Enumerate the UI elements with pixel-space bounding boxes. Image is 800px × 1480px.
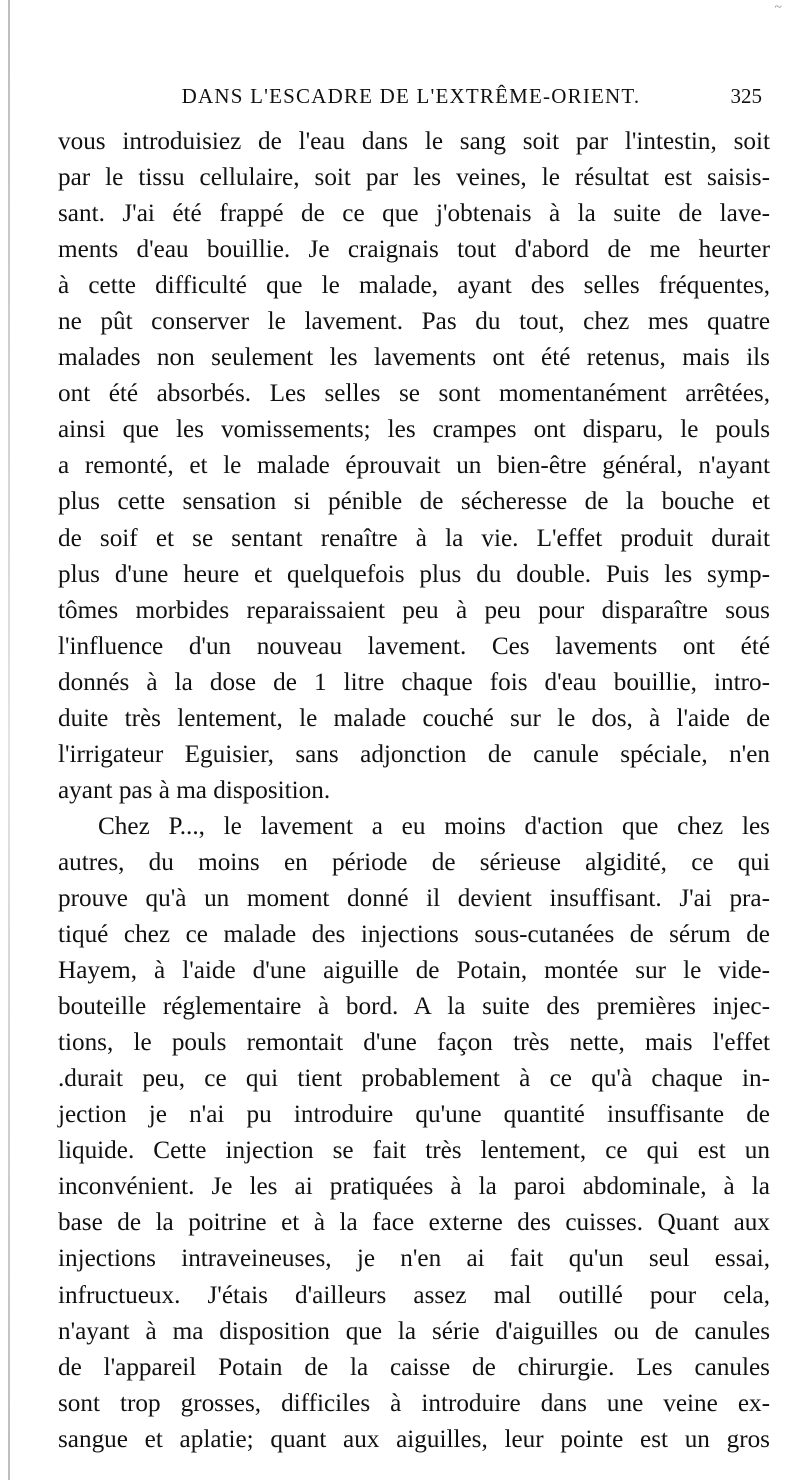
body-text bbox=[58, 124, 770, 1458]
text-line: sangue et aplatie; quant aux aiguilles, leur pointe est un gros bbox=[58, 1425, 770, 1453]
text-line: autres, du moins en période de sérieuse algidité, ce qui bbox=[58, 848, 770, 876]
running-head: DANS L'ESCADRE DE L'EXTRÊME-ORIENT. bbox=[181, 84, 641, 108]
text-line: ne pût conserver le lavement. Pas du tout, chez mes quatre bbox=[58, 308, 770, 336]
text-line: plus cette sensation si pénible de sécheresse de la bouche et bbox=[58, 488, 770, 516]
text-line: n'ayant à ma disposition que la série d'aiguilles ou de canules bbox=[58, 1317, 770, 1345]
text-line: bouteille réglementaire à bord. A la suite des premières injec- bbox=[58, 993, 770, 1021]
text-line: par le tissu cellulaire, soit par les veines, le résultat est saisis- bbox=[58, 164, 770, 192]
text-line: ont été absorbés. Les selles se sont momentanément arrêtées, bbox=[58, 380, 770, 408]
text-line: tômes morbides reparaissaient peu à peu pour disparaître sous bbox=[58, 596, 770, 624]
text-line: à cette difficulté que le malade, ayant des selles fréquentes, bbox=[58, 272, 770, 300]
page-number: 325 bbox=[730, 84, 762, 108]
text-line: inconvénient. Je les ai pratiquées à la paroi abdominale, à la bbox=[58, 1173, 770, 1201]
page-header bbox=[60, 78, 762, 112]
text-line: injections intraveineuses, je n'en ai fait qu'un seul essai, bbox=[58, 1245, 770, 1273]
text-line: de soif et se sentant renaître à la vie. L'effet produit durait bbox=[58, 524, 770, 552]
text-line: duite très lentement, le malade couché sur le dos, à l'aide de bbox=[58, 704, 770, 732]
text-line: .durait peu, ce qui tient probablement à ce qu'à chaque in- bbox=[58, 1065, 770, 1093]
text-line: plus d'une heure et quelquefois plus du double. Puis les symp- bbox=[58, 560, 770, 588]
text-line: ayant pas à ma disposition. bbox=[58, 776, 331, 804]
text-line: a remonté, et le malade éprouvait un bien-être général, n'ayant bbox=[58, 452, 770, 480]
text-line: sant. J'ai été frappé de ce que j'obtenais à la suite de lave- bbox=[58, 200, 770, 228]
corner-mark: ~ bbox=[774, 0, 782, 15]
text-line: de l'appareil Potain de la caisse de chirurgie. Les canules bbox=[58, 1353, 770, 1381]
text-line: ments d'eau bouillie. Je craignais tout d'abord de me heurter bbox=[58, 236, 770, 264]
text-line: donnés à la dose de 1 litre chaque fois d'eau bouillie, intro- bbox=[58, 668, 770, 696]
text-line: Hayem, à l'aide d'une aiguille de Potain, montée sur le vide- bbox=[58, 957, 770, 985]
text-line: l'influence d'un nouveau lavement. Ces lavements ont été bbox=[58, 632, 770, 660]
text-line: Chez P..., le lavement a eu moins d'action que chez les bbox=[98, 812, 770, 840]
text-line: malades non seulement les lavements ont été retenus, mais ils bbox=[58, 344, 770, 372]
text-line: ainsi que les vomissements; les crampes ont disparu, le pouls bbox=[58, 416, 770, 444]
text-line: vous introduisiez de l'eau dans le sang soit par l'intestin, soit bbox=[58, 128, 770, 155]
text-line: sont trop grosses, difficiles à introduire dans une veine ex- bbox=[58, 1389, 770, 1417]
text-line: l'irrigateur Eguisier, sans adjonction de canule spéciale, n'en bbox=[58, 740, 770, 768]
page-gutter-line bbox=[8, 0, 10, 1480]
text-line: liquide. Cette injection se fait très lentement, ce qui est un bbox=[58, 1137, 770, 1165]
text-line: jection je n'ai pu introduire qu'une quantité insuffisante de bbox=[58, 1101, 770, 1129]
text-line: tions, le pouls remontait d'une façon très nette, mais l'effet bbox=[58, 1029, 770, 1057]
text-line: base de la poitrine et à la face externe des cuisses. Quant aux bbox=[58, 1209, 770, 1237]
text-line: infructueux. J'étais d'ailleurs assez mal outillé pour cela, bbox=[58, 1281, 770, 1309]
text-line: prouve qu'à un moment donné il devient insuffisant. J'ai pra- bbox=[58, 884, 770, 912]
text-line: tiqué chez ce malade des injections sous-cutanées de sérum de bbox=[58, 921, 770, 949]
